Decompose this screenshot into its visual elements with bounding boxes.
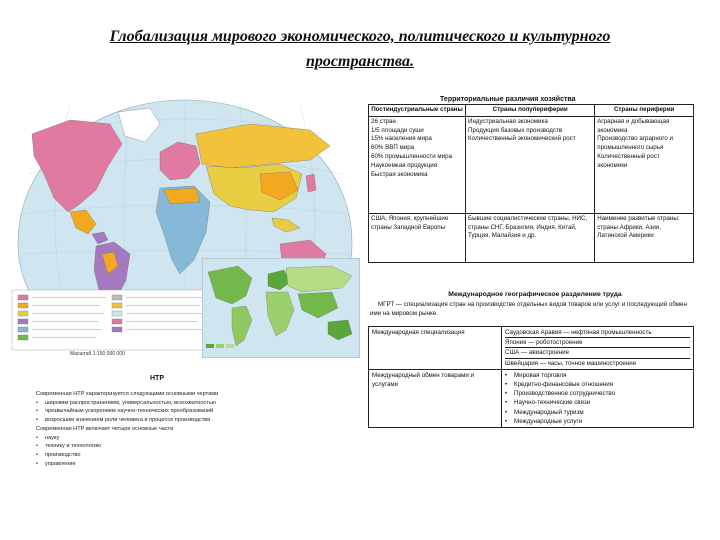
ntr-parts-intro: Современная НТР включает четыре основные части: [36, 425, 174, 432]
list-item: • возросшим значением роли человека в процессе производства: [36, 416, 356, 425]
table-cell: [502, 369, 694, 427]
inset-map: [202, 258, 360, 358]
table-cell: Международный обмен товарами и услугами: [369, 369, 502, 427]
page-title: Глобализация мирового экономического, политического и культурного пространства.: [109, 28, 611, 70]
table-cell: Международная специализация: [369, 327, 502, 370]
table-cell: США, Япония, крупнейшие страны Западной Европы: [369, 213, 466, 262]
list-item: • Международный туризм: [505, 408, 690, 417]
column-header: Страны периферии: [595, 105, 694, 117]
column-header: Постиндустриальные страны: [369, 105, 466, 117]
list-item: • управление: [36, 460, 356, 469]
ntr-features-list: [36, 399, 356, 425]
mgrt-definition: МГРТ — специализация стран на производстве отдельных видов товаров или услуг и последующий обмен ими на мировом рынке.: [370, 301, 687, 317]
ntr-text: [36, 390, 356, 468]
list-item: • Производственное сотрудничество: [505, 389, 690, 398]
table-cell: Индустриальная экономика Продукция базовых производств Количественный экономический рост: [466, 116, 595, 213]
list-item: • технику и технологию: [36, 442, 356, 451]
list-item: • Кредитно-финансовые отношения: [505, 380, 690, 389]
mgrt-table: [368, 326, 694, 428]
mgrt-title: Международное географическое разделение труда: [448, 291, 622, 298]
table-row: [369, 116, 694, 213]
ntr-parts-list: [36, 434, 356, 469]
territorial-table: [368, 104, 694, 263]
table-cell: Наименее развитые страны: страны Африки, Азии, Латинской Америки: [595, 213, 694, 262]
table-row: [369, 369, 694, 427]
list-item: • производство: [36, 451, 356, 460]
column-header: Страны полупериферии: [466, 105, 595, 117]
table-cell: Бывшие социалистические страны, НИС, страны СНГ, Бразилия, Индия, Китай, Турция, Малайзия и др.: [466, 213, 595, 262]
table-cell: Саудовская Аравия — нефтяная промышленность Япония — роботостроение США — авиастроение Швейцария — часы, точное машиностроение: [502, 327, 694, 370]
map-scale: Масштаб 1:150 000 000: [70, 351, 125, 357]
ntr-intro: Современная НТР характеризуется следующими основными чертами: [36, 391, 219, 397]
table-cell: 26 стран 1/5 площади суши 15% населения мира 60% ВВП мира 60% промышленности мира Наукоемкая продукция Быстрая экономика: [369, 116, 466, 213]
list-item: • Международные услуги: [505, 417, 690, 426]
list-item: • широким распространением, универсальностью, всеохватностью: [36, 399, 356, 408]
list-item: • Мировая торговля: [505, 371, 690, 380]
table-row: [369, 327, 694, 370]
table-cell: Аграрная и добывающая экономика Производство аграрного и промышленного сырья Количественный рост экономики: [595, 116, 694, 213]
list-item: • науку: [36, 434, 356, 443]
table-header-row: [369, 105, 694, 117]
ntr-title: НТР: [150, 375, 164, 382]
list-item: • Научно-технические связи: [505, 398, 690, 407]
exchange-forms-list: [505, 371, 690, 426]
table-row: [369, 213, 694, 262]
territorial-title: Территориальные различия хозяйства: [440, 96, 576, 103]
list-item: • чрезвычайным ускорением научно-технических преобразований: [36, 407, 356, 416]
